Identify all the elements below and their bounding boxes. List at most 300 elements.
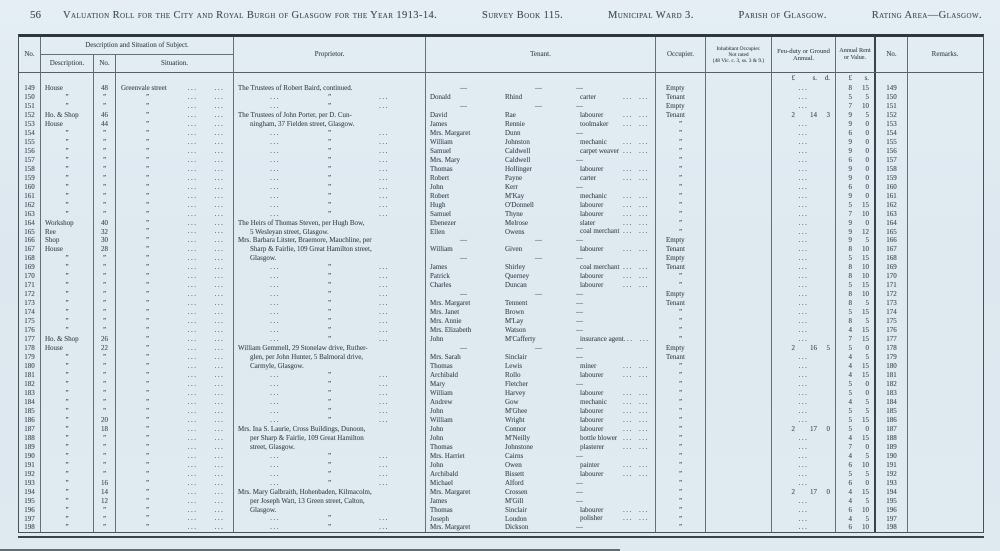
cell-tenant-surname: Hollinger	[505, 164, 532, 173]
header-inhabitant-line1: Inhabitant Occupier.	[716, 45, 761, 52]
cell-tenant-occupation: —	[576, 497, 656, 506]
cell-remarks	[908, 245, 982, 254]
cell-description: ”	[41, 434, 94, 443]
cell-roll-no: 187	[876, 425, 908, 434]
cell-proprietor: Mrs. Barbara Litster, Braemore, Mauchline, per	[234, 236, 426, 245]
cell-feu-duty: ...	[772, 523, 836, 532]
cell-tenant-forename: Archibald	[430, 469, 458, 478]
cell-roll-no: 175	[876, 317, 908, 326]
cell-remarks	[908, 228, 982, 237]
cell-roll-no: 192	[876, 470, 908, 479]
cell-tenant-forename: —	[460, 101, 467, 110]
cell-remarks	[908, 138, 982, 147]
cell-situation: ” ... ...	[116, 488, 234, 497]
cell-tenant-occupation: —	[576, 326, 656, 335]
cell-tenant-surname: Sinclair	[505, 353, 527, 362]
cell-annual-rent: 4 15	[836, 362, 876, 371]
table-row	[19, 111, 983, 120]
cell-roll-no: 150	[876, 93, 908, 102]
cell-proprietor: Mrs. Mary Galbraith, Hohenbaden, Kilmacolm,	[234, 488, 426, 497]
cell-situation: ” ... ...	[116, 398, 234, 407]
cell-remarks	[908, 389, 982, 398]
cell-annual-rent: 8 10	[836, 263, 876, 272]
cell-situation: ” ... ...	[116, 380, 234, 389]
cell-description: ”	[41, 192, 94, 201]
cell-feu-duty: ...	[772, 201, 836, 210]
cell-proprietor: The Trustees of John Porter, per D. Cun-	[234, 111, 426, 120]
money-cell	[116, 73, 234, 84]
cell-annual-rent: 5 15	[836, 254, 876, 263]
cell-remarks	[908, 416, 982, 425]
cell-row-no: 168	[19, 254, 41, 263]
cell-annual-rent: 4 15	[836, 326, 876, 335]
cell-annual-rent: 6 10	[836, 461, 876, 470]
cell-situation: ” ... ...	[116, 183, 234, 192]
cell-tenant-occupation: labourer ... ...	[576, 389, 656, 398]
cell-tenant-surname: Johnston	[505, 137, 530, 146]
cell-proprietor: ... ” ...	[234, 183, 426, 192]
header-no2: No.	[876, 37, 908, 72]
money-cell: £ s.	[836, 73, 876, 84]
cell-roll-no: 189	[876, 443, 908, 452]
cell-tenant-occupation: —	[576, 308, 656, 317]
cell-annual-rent: 4 15	[836, 488, 876, 497]
cell-tenant-surname: Loudon	[505, 514, 527, 523]
cell-annual-rent: 5 5	[836, 470, 876, 479]
cell-annual-rent: 9 5	[836, 111, 876, 120]
cell-tenant-forename: William	[430, 137, 453, 146]
cell-tenant-occupation: —	[576, 156, 656, 165]
cell-situation: Greenvale street ... ...	[116, 84, 234, 93]
cell-tenant-surname: Shirley	[505, 263, 526, 272]
cell-remarks	[908, 434, 982, 443]
cell-tenant-forename: John	[430, 406, 444, 415]
cell-row-no: 179	[19, 353, 41, 362]
table-row	[19, 219, 983, 228]
cell-situation: ” ... ...	[116, 326, 234, 335]
cell-tenant-occupation: mechanic ... ...	[576, 398, 656, 407]
cell-street-no: 18	[94, 425, 116, 434]
cell-occupier: ”	[656, 201, 706, 210]
cell-tenant-occupation: labourer ... ...	[576, 210, 656, 219]
cell-tenant-surname: —	[535, 236, 542, 245]
cell-roll-no: 197	[876, 515, 908, 524]
cell-description: Ho. & Shop	[41, 111, 94, 120]
cell-tenant-forename: Mrs. Annie	[430, 317, 462, 326]
cell-street-no: ”	[94, 147, 116, 156]
cell-row-no: 184	[19, 398, 41, 407]
table-row	[19, 84, 983, 93]
cell-tenant-surname: Rennie	[505, 119, 525, 128]
cell-occupier: ”	[656, 416, 706, 425]
cell-remarks	[908, 165, 982, 174]
cell-tenant-surname: Rhind	[505, 92, 523, 101]
cell-remarks	[908, 425, 982, 434]
cell-situation: ” ... ...	[116, 443, 234, 452]
cell-row-no: 195	[19, 497, 41, 506]
cell-occupier: Tenant	[656, 263, 706, 272]
cell-inhabitant-occupier	[706, 523, 772, 532]
cell-situation: ” ... ...	[116, 353, 234, 362]
table-row	[19, 362, 983, 371]
cell-occupier: ”	[656, 398, 706, 407]
cell-row-no: 166	[19, 236, 41, 245]
cell-occupier: ”	[656, 147, 706, 156]
cell-occupier: Tenant	[656, 353, 706, 362]
cell-feu-duty: ...	[772, 93, 836, 102]
cell-feu-duty: ...	[772, 506, 836, 515]
cell-description: ”	[41, 506, 94, 515]
cell-annual-rent: 5 0	[836, 344, 876, 353]
cell-inhabitant-occupier	[706, 228, 772, 237]
cell-tenant-surname: Kerr	[505, 182, 518, 191]
cell-tenant-surname: Lewis	[505, 362, 523, 371]
cell-description: ”	[41, 425, 94, 434]
cell-tenant-surname: Sinclair	[505, 505, 527, 514]
cell-description: Ree	[41, 228, 94, 237]
cell-feu-duty: 2 16 5	[772, 344, 836, 353]
cell-feu-duty: ...	[772, 147, 836, 156]
cell-annual-rent: 4 15	[836, 371, 876, 380]
cell-occupier: ”	[656, 174, 706, 183]
cell-proprietor: ... ” ...	[234, 263, 426, 272]
cell-tenant-forename: Joseph	[430, 514, 450, 523]
cell-inhabitant-occupier	[706, 380, 772, 389]
cell-feu-duty: ...	[772, 308, 836, 317]
cell-tenant-forename: James	[430, 263, 448, 272]
cell-tenant-forename: Archibald	[430, 371, 458, 379]
cell-street-no: ”	[94, 290, 116, 299]
cell-inhabitant-occupier	[706, 281, 772, 290]
table-row	[19, 479, 983, 488]
cell-occupier: ”	[656, 443, 706, 452]
cell-situation: ” ... ...	[116, 515, 234, 524]
cell-annual-rent: 9 5	[836, 236, 876, 245]
cell-proprietor: ... ” ...	[234, 335, 426, 344]
cell-row-no: 150	[19, 93, 41, 102]
cell-remarks	[908, 506, 982, 515]
cell-occupier: Empty	[656, 236, 706, 245]
cell-street-no: ”	[94, 299, 116, 308]
cell-feu-duty: ...	[772, 326, 836, 335]
cell-description: ”	[41, 488, 94, 497]
cell-row-no: 156	[19, 147, 41, 156]
table-row	[19, 192, 983, 201]
cell-occupier: ”	[656, 210, 706, 219]
cell-inhabitant-occupier	[706, 138, 772, 147]
cell-roll-no: 191	[876, 461, 908, 470]
cell-remarks	[908, 308, 982, 317]
cell-inhabitant-occupier	[706, 425, 772, 434]
cell-feu-duty: 2 17 0	[772, 425, 836, 434]
cell-tenant-forename: John	[430, 460, 444, 469]
cell-feu-duty: ...	[772, 236, 836, 245]
cell-proprietor: ... ” ...	[234, 470, 426, 479]
cell-annual-rent: 5 5	[836, 407, 876, 416]
cell-tenant-occupation: plasterer ... ...	[576, 443, 656, 452]
cell-annual-rent: 6 0	[836, 183, 876, 192]
cell-description: ”	[41, 183, 94, 192]
cell-proprietor: Carmyle, Glasgow.	[234, 362, 426, 371]
cell-proprietor: ... ” ...	[234, 93, 426, 102]
cell-situation: ” ... ...	[116, 201, 234, 210]
cell-tenant-occupation: —	[576, 254, 656, 263]
cell-row-no: 197	[19, 515, 41, 524]
cell-tenant-forename: —	[460, 254, 467, 263]
cell-roll-no: 161	[876, 192, 908, 201]
cell-annual-rent: 5 15	[836, 308, 876, 317]
header-inhabitant-occupier	[706, 37, 772, 72]
title-valuation-roll: Valuation Roll for the City and Royal Burgh of Glasgow for the Year 1913-14.	[63, 10, 438, 21]
cell-situation: ” ... ...	[116, 93, 234, 102]
cell-proprietor: ... ” ...	[234, 102, 426, 111]
cell-proprietor: ... ” ...	[234, 147, 426, 156]
cell-tenant-surname: Bissett	[505, 469, 525, 478]
cell-remarks	[908, 299, 982, 308]
cell-feu-duty: ...	[772, 281, 836, 290]
cell-tenant-forename: Michael	[430, 478, 453, 487]
cell-description: ”	[41, 461, 94, 470]
cell-annual-rent: 8 5	[836, 299, 876, 308]
cell-street-no: ”	[94, 380, 116, 389]
cell-roll-no: 154	[876, 129, 908, 138]
cell-occupier: ”	[656, 228, 706, 237]
table-row	[19, 165, 983, 174]
cell-tenant-occupation: carter ... ...	[576, 93, 656, 102]
cell-inhabitant-occupier	[706, 174, 772, 183]
cell-inhabitant-occupier	[706, 210, 772, 219]
cell-tenant-forename: Mary	[430, 379, 446, 388]
cell-description: House	[41, 120, 94, 129]
money-cell	[426, 73, 656, 84]
cell-roll-no: 167	[876, 245, 908, 254]
cell-description: ”	[41, 165, 94, 174]
cell-feu-duty: ...	[772, 183, 836, 192]
cell-tenant-occupation: —	[576, 317, 656, 326]
cell-tenant-forename: John	[430, 335, 444, 344]
cell-situation: ” ... ...	[116, 335, 234, 344]
cell-proprietor: ... ” ...	[234, 281, 426, 290]
cell-feu-duty: ...	[772, 461, 836, 470]
cell-row-no: 157	[19, 156, 41, 165]
cell-row-no: 172	[19, 290, 41, 299]
cell-street-no: 46	[94, 111, 116, 120]
cell-inhabitant-occupier	[706, 102, 772, 111]
table-row	[19, 515, 983, 524]
cell-inhabitant-occupier	[706, 317, 772, 326]
cell-annual-rent: 5 0	[836, 425, 876, 434]
table-row	[19, 380, 983, 389]
cell-tenant-surname: Wright	[505, 415, 525, 424]
cell-description: ”	[41, 398, 94, 407]
cell-annual-rent: 7 15	[836, 335, 876, 344]
cell-annual-rent: 4 5	[836, 452, 876, 461]
cell-annual-rent: 8 10	[836, 272, 876, 281]
table-row	[19, 120, 983, 129]
cell-row-no: 188	[19, 434, 41, 443]
cell-remarks	[908, 174, 982, 183]
cell-inhabitant-occupier	[706, 344, 772, 353]
cell-description: ”	[41, 326, 94, 335]
cell-situation: ” ... ...	[116, 138, 234, 147]
cell-inhabitant-occupier	[706, 236, 772, 245]
cell-row-no: 181	[19, 371, 41, 380]
cell-tenant-forename: Charles	[430, 281, 452, 290]
cell-tenant-occupation: —	[576, 523, 656, 532]
cell-street-no: ”	[94, 470, 116, 479]
cell-street-no: ”	[94, 434, 116, 443]
cell-remarks	[908, 443, 982, 452]
money-cell	[908, 73, 982, 84]
cell-occupier: Empty	[656, 84, 706, 93]
cell-street-no: ”	[94, 183, 116, 192]
cell-tenant-occupation: —	[576, 290, 656, 299]
cell-street-no: ”	[94, 308, 116, 317]
cell-annual-rent: 6 0	[836, 479, 876, 488]
cell-remarks	[908, 129, 982, 138]
cell-description: ”	[41, 380, 94, 389]
cell-row-no: 178	[19, 344, 41, 353]
cell-tenant-surname: Owen	[505, 460, 522, 469]
cell-description: ”	[41, 201, 94, 210]
cell-roll-no: 195	[876, 497, 908, 506]
cell-tenant-occupation: labourer ... ...	[576, 281, 656, 290]
cell-row-no: 165	[19, 228, 41, 237]
cell-street-no: 26	[94, 335, 116, 344]
cell-tenant-surname: Johnstone	[505, 442, 533, 451]
cell-proprietor: ... ” ...	[234, 210, 426, 219]
cell-tenant-surname: Watson	[505, 326, 526, 335]
cell-street-no: ”	[94, 353, 116, 362]
cell-feu-duty: ...	[772, 380, 836, 389]
cell-street-no: 48	[94, 84, 116, 93]
cell-row-no: 151	[19, 102, 41, 111]
cell-tenant-forename: Mrs. Margaret	[430, 299, 471, 308]
table-row	[19, 371, 983, 380]
cell-street-no: ”	[94, 317, 116, 326]
table-row	[19, 210, 983, 219]
table-row	[19, 389, 983, 398]
cell-roll-no: 169	[876, 263, 908, 272]
cell-annual-rent: 9 12	[836, 228, 876, 237]
cell-tenant-surname: Duncan	[505, 281, 527, 290]
cell-tenant-occupation: miner ... ...	[576, 362, 656, 371]
cell-remarks	[908, 380, 982, 389]
cell-tenant-surname: Querney	[505, 272, 530, 281]
cell-feu-duty: ...	[772, 389, 836, 398]
cell-row-no: 160	[19, 183, 41, 192]
cell-remarks	[908, 335, 982, 344]
cell-situation: ” ... ...	[116, 371, 234, 380]
cell-roll-no: 172	[876, 290, 908, 299]
cell-tenant-surname: Payne	[505, 173, 523, 182]
cell-roll-no: 166	[876, 236, 908, 245]
cell-situation: ” ... ...	[116, 245, 234, 254]
header-inhabitant-line3: (48 Vic. c. 3, ss. 3 & 9.)	[712, 57, 765, 64]
cell-description: ”	[41, 452, 94, 461]
cell-proprietor: Mrs. Ina S. Laurie, Cross Buildings, Dunoon,	[234, 425, 426, 434]
cell-street-no: ”	[94, 371, 116, 380]
cell-occupier: ”	[656, 192, 706, 201]
cell-roll-no: 155	[876, 138, 908, 147]
cell-roll-no: 164	[876, 219, 908, 228]
table-row	[19, 245, 983, 254]
cell-description: ”	[41, 102, 94, 111]
cell-tenant-surname: O'Donnell	[505, 200, 534, 209]
cell-tenant-occupation: coal merchant ... ...	[576, 263, 656, 272]
cell-roll-no: 188	[876, 434, 908, 443]
cell-roll-no: 185	[876, 407, 908, 416]
cell-inhabitant-occupier	[706, 120, 772, 129]
cell-tenant-surname: Cairns	[505, 451, 524, 460]
cell-tenant-surname: Alford	[505, 478, 524, 487]
cell-row-no: 171	[19, 281, 41, 290]
cell-tenant-surname: M'Kay	[505, 191, 525, 200]
cell-occupier: ”	[656, 461, 706, 470]
cell-inhabitant-occupier	[706, 201, 772, 210]
cell-description: ”	[41, 371, 94, 380]
table-row	[19, 263, 983, 272]
cell-tenant-forename: John	[430, 182, 444, 191]
valuation-roll-table	[18, 34, 984, 533]
cell-proprietor: per Sharp & Fairlie, 109 Great Hamilton	[234, 434, 426, 443]
cell-annual-rent: 6 10	[836, 523, 876, 532]
cell-tenant-surname: —	[535, 344, 542, 353]
cell-tenant-occupation: carter ... ...	[576, 174, 656, 183]
cell-proprietor: ... ” ...	[234, 452, 426, 461]
cell-remarks	[908, 84, 982, 93]
table-row	[19, 407, 983, 416]
table-row	[19, 488, 983, 497]
cell-street-no: ”	[94, 138, 116, 147]
cell-tenant-surname: —	[535, 290, 542, 299]
cell-tenant-occupation: —	[576, 353, 656, 362]
cell-feu-duty: ...	[772, 219, 836, 228]
header-no: No.	[19, 37, 41, 72]
cell-tenant-forename: Mrs. Mary	[430, 155, 460, 164]
header-description: Description.	[41, 55, 94, 72]
cell-tenant-surname: M'Cafferty	[505, 335, 536, 344]
cell-remarks	[908, 326, 982, 335]
cell-tenant-occupation: —	[576, 183, 656, 192]
cell-feu-duty: ...	[772, 290, 836, 299]
cell-street-no: ”	[94, 389, 116, 398]
cell-tenant-occupation: labourer ... ...	[576, 272, 656, 281]
cell-remarks	[908, 93, 982, 102]
cell-street-no: ”	[94, 263, 116, 272]
cell-tenant-forename: David	[430, 110, 448, 119]
cell-tenant-occupation: —	[576, 129, 656, 138]
cell-feu-duty: ...	[772, 479, 836, 488]
cell-situation: ” ... ...	[116, 210, 234, 219]
cell-tenant-occupation: —	[576, 236, 656, 245]
cell-roll-no: 196	[876, 506, 908, 515]
cell-occupier: ”	[656, 380, 706, 389]
header-situation: Situation.	[116, 55, 234, 72]
cell-situation: ” ... ...	[116, 344, 234, 353]
cell-proprietor: ... ” ...	[234, 389, 426, 398]
cell-roll-no: 157	[876, 156, 908, 165]
cell-situation: ” ... ...	[116, 281, 234, 290]
cell-row-no: 190	[19, 452, 41, 461]
cell-feu-duty: ...	[772, 317, 836, 326]
cell-situation: ” ... ...	[116, 174, 234, 183]
cell-tenant-occupation: —	[576, 102, 656, 111]
cell-remarks	[908, 398, 982, 407]
cell-inhabitant-occupier	[706, 299, 772, 308]
cell-roll-no: 176	[876, 326, 908, 335]
cell-tenant-surname: M'Gill	[505, 496, 524, 505]
